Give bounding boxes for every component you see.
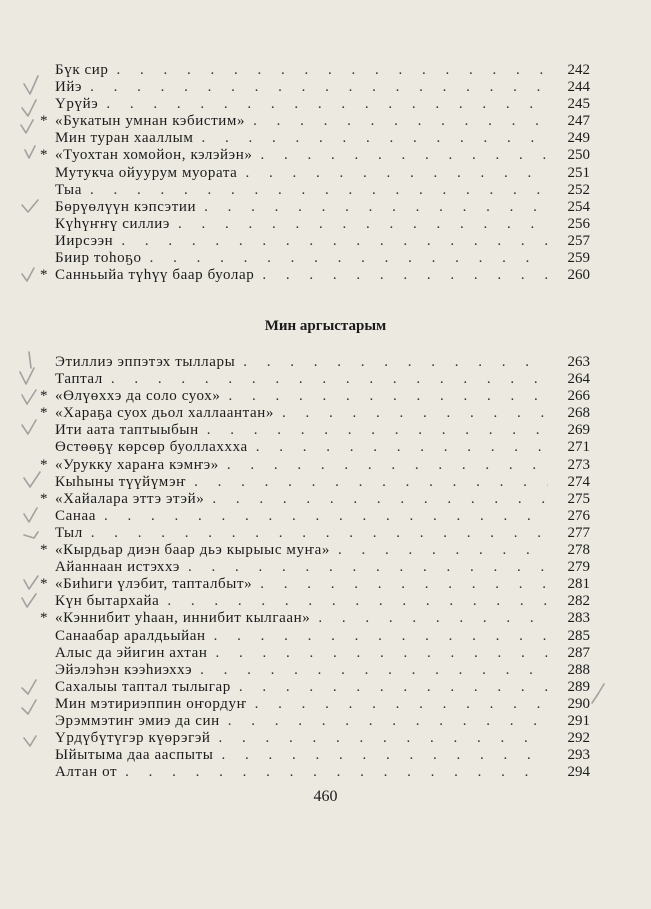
checkmark-icon [24,472,40,487]
entry-title: «Букатын умнан кэбистим» [55,113,246,130]
dot-leader [260,147,548,164]
checkmark-icon [24,576,38,589]
toc-entry [40,388,590,405]
dot-leader [104,508,548,525]
entry-title: Биир тоһоҕо [55,250,142,267]
dot-leader [260,576,548,593]
entry-title: Эрэммэтиҥ эмиэ да син [55,712,220,729]
dot-leader [200,662,548,679]
entry-marker: * [40,542,49,559]
entry-page-number: 260 [567,267,590,284]
entry-title: Таптал [55,371,103,388]
entry-page-number: 252 [567,181,590,198]
dot-leader [221,747,548,764]
toc-entry [40,422,590,439]
dot-leader [117,62,548,79]
toc-entry [40,713,590,730]
entry-title: Санаабар аралдьыйан [55,627,206,644]
entry-title: «Өлүөххэ да соло суох» [55,388,221,405]
entry-title: Ийэ [55,79,83,96]
entry-page-number: 283 [567,610,590,627]
entry-title: «Туохтан хомойон, кэлэйэн» [55,147,253,164]
toc-entry [40,130,590,147]
toc-entry [40,474,590,491]
entry-title: Үрдүбүтүгэр күөрэгэй [55,730,211,747]
dot-leader [212,491,548,508]
entry-page-number: 273 [567,456,590,473]
contents-list-part2 [40,354,590,781]
checkmark-icon [22,700,36,714]
entry-title: «Биһиги үлэбит, тапталбыт» [55,576,253,593]
checkmark-icon [20,368,34,384]
entry-title: Бүк сир [55,62,109,78]
entry-page-number: 250 [567,147,590,164]
toc-entry [40,267,590,284]
entry-page-number: 274 [567,473,590,490]
entry-page-number: 292 [567,730,590,747]
entry-marker: * [40,456,49,473]
dot-leader [194,474,548,491]
dot-leader [91,525,548,542]
entry-title: «Хайалара эттэ этэй» [55,490,205,507]
checkmark-icon [592,684,604,703]
page-number: 460 [313,788,338,805]
toc-entry [40,508,590,525]
dot-leader [228,388,548,405]
entry-page-number: 257 [567,232,590,249]
entry-marker: * [40,405,49,422]
checkmark-icon [22,100,36,116]
toc-entry [40,96,590,113]
dot-leader [106,96,548,113]
toc-entry [40,764,590,781]
entry-page-number: 291 [567,712,590,729]
dot-leader [227,457,548,474]
dot-leader [207,422,548,439]
entry-title: Мутукча ойуурум муората [55,164,238,181]
dot-leader [245,165,548,182]
toc-entry [40,696,590,713]
toc-entry [40,147,590,164]
entry-page-number: 263 [567,354,590,370]
entry-title: Бөрүөлүүн кэпсэтии [55,198,197,215]
toc-entry [40,405,590,422]
dot-leader [243,354,548,371]
dot-leader [256,439,548,456]
toc-entry [40,559,590,576]
toc-entry [40,250,590,267]
entry-page-number: 290 [567,695,590,712]
dot-leader [282,405,548,422]
toc-entry [40,679,590,696]
checkmark-icon [25,146,35,158]
dot-leader [338,542,548,559]
entry-page-number: 288 [567,661,590,678]
entry-page-number: 268 [567,405,590,422]
entry-page-number: 277 [567,524,590,541]
checkmark-icon [22,420,36,434]
toc-entry [40,576,590,593]
entry-page-number: 275 [567,490,590,507]
entry-page-number: 282 [567,593,590,610]
entry-title: «Хараҕа суох дьол халлаантан» [55,405,274,422]
entry-title: Күһүҥҥү силлиэ [55,215,170,232]
toc-entry [40,491,590,508]
toc-entry [40,354,590,371]
entry-page-number: 285 [567,627,590,644]
entry-marker: * [40,576,49,593]
entry-page-number: 281 [567,576,590,593]
entry-title: Ити аата таптыыбын [55,422,199,439]
entry-title: Айаннаан истэххэ [55,559,180,576]
checkmark-icon [21,120,33,133]
entry-page-number: 293 [567,747,590,764]
section-title: Мин аргыстарым [264,318,387,334]
checkmark-icon [22,680,36,694]
entry-title: Өстөөҕү көрсөр буоллаххха [55,439,248,456]
entry-marker: * [40,610,49,627]
entry-page-number: 266 [567,388,590,405]
dot-leader [167,593,548,610]
entry-title: Эйэлэһэн кээһиэххэ [55,661,193,678]
dot-leader [219,730,548,747]
entry-page-number: 254 [567,198,590,215]
entry-page-number: 256 [567,215,590,232]
dot-leader [253,113,548,130]
entry-title: Мин туран хааллым [55,130,194,147]
dot-leader [318,610,548,627]
toc-entry [40,457,590,474]
toc-entry [40,662,590,679]
dot-leader [90,182,548,199]
entry-marker: * [40,113,49,130]
dot-leader [111,371,548,388]
toc-entry [40,216,590,233]
toc-entry [40,371,590,388]
dot-leader [228,713,548,730]
entry-title: Сахалыы таптал тылыгар [55,678,231,695]
entry-page-number: 251 [567,164,590,181]
entry-page-number: 264 [567,371,590,388]
entry-page-number: 276 [567,507,590,524]
entry-page-number: 259 [567,250,590,267]
entry-title: Этиллиэ эппэтэх тыллары [55,354,236,370]
entry-title: Санньыйа түһүү баар буолар [55,267,255,284]
toc-entry [40,628,590,645]
entry-page-number: 287 [567,644,590,661]
entry-marker: * [40,388,49,405]
checkmark-icon [24,532,38,538]
toc-entry [40,730,590,747]
toc-entry [40,525,590,542]
entry-title: Алыс да эйигин ахтан [55,644,208,661]
checkmark-icon [22,200,38,212]
checkmark-icon [22,268,34,281]
entry-page-number: 245 [567,96,590,113]
toc-entry [40,645,590,662]
dot-leader [214,628,548,645]
entry-title: Иирсээн [55,232,114,249]
entry-title: Үрүйэ [55,96,99,113]
dot-leader [150,250,548,267]
entry-page-number: 279 [567,559,590,576]
entry-title: Кыһыны түүйүмэҥ [55,473,187,490]
dot-leader [90,79,548,96]
dot-leader [125,764,548,781]
entry-page-number: 294 [567,764,590,781]
toc-entry [40,165,590,182]
entry-marker: * [40,490,49,507]
toc-entry [40,79,590,96]
entry-title: «Кырдьар диэн баар дьэ кырыыс муҥа» [55,542,330,559]
toc-entry [40,199,590,216]
entry-title: «Кэннибит уһаан, иннибит кылгаан» [55,610,311,627]
dot-leader [121,233,548,250]
checkmark-icon [24,736,36,746]
checkmark-icon [29,352,31,368]
toc-entry [40,542,590,559]
entry-page-number: 247 [567,113,590,130]
toc-entry [40,439,590,456]
entry-title: Мин мэтириэппин оҥордуҥ [55,695,247,712]
entry-page-number: 271 [567,439,590,456]
entry-title: Санаа [55,507,97,524]
toc-entry [40,182,590,199]
toc-entry [40,113,590,130]
toc-entry [40,593,590,610]
entry-page-number: 244 [567,79,590,96]
checkmark-icon [24,76,38,94]
toc-entry [40,610,590,627]
entry-page-number: 289 [567,678,590,695]
entry-marker: * [40,267,49,284]
checkmark-icon [24,508,37,522]
entry-title: Алтан от [55,764,118,781]
contents-list-part1 [40,62,590,284]
entry-title: Күн бытархайа [55,593,160,610]
toc-entry [40,747,590,764]
dot-leader [239,679,548,696]
entry-title: Тыл [55,524,83,541]
dot-leader [216,645,548,662]
entry-title: Ыйытыма даа ааспыты [55,747,214,764]
dot-leader [255,696,548,713]
entry-page-number: 249 [567,130,590,147]
entry-title: Тыа [55,181,82,198]
checkmark-icon [22,390,36,404]
dot-leader [201,130,548,147]
dot-leader [188,559,548,576]
toc-entry [40,233,590,250]
dot-leader [262,267,548,284]
checkmark-icon [22,594,36,607]
dot-leader [178,216,548,233]
entry-page-number: 278 [567,542,590,559]
toc-entry [40,62,590,79]
entry-page-number: 269 [567,422,590,439]
entry-page-number: 242 [567,62,590,78]
dot-leader [204,199,548,216]
entry-marker: * [40,147,49,164]
entry-title: «Урукку хараҥа кэмҥэ» [55,456,219,473]
